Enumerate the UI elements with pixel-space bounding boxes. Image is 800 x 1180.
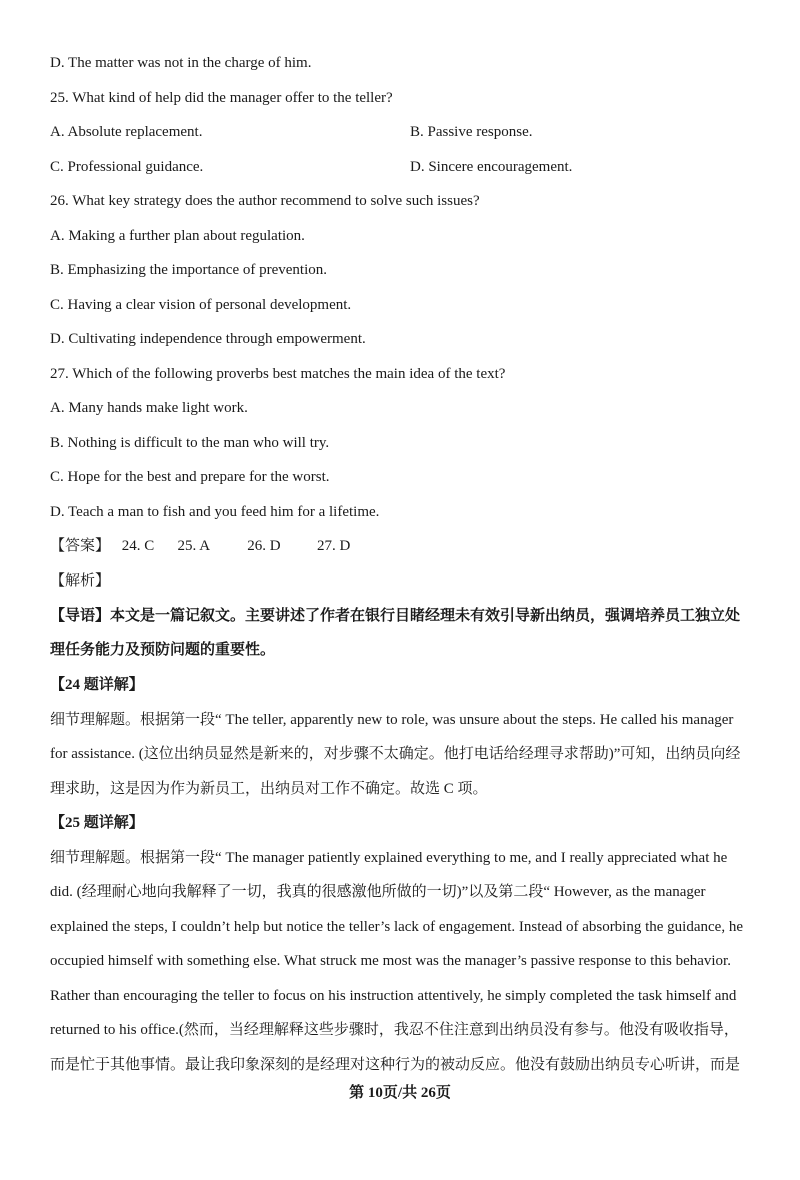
answer-27: 27. D [317, 538, 351, 554]
q26-option-d: D. Cultivating independence through empowerment. [50, 331, 366, 347]
answer-line [50, 536, 350, 556]
q24-option-d: D. The matter was not in the charge of him. [50, 55, 312, 71]
q25-option-d: D. Sincere encouragement. [410, 159, 573, 175]
q27-option-c: C. Hope for the best and prepare for the worst. [50, 469, 330, 485]
answer-25: 25. A [177, 538, 211, 554]
intro-line-1: 【导语】本文是一篇记叙文。主要讲述了作者在银行目睹经理未有效引导新出纳员，强调培养员工独立处 [50, 608, 741, 624]
answer-26: 26. D [247, 538, 281, 554]
intro-line-2: 理任务能力及预防问题的重要性。 [50, 642, 276, 658]
answer-label: 【答案】 [50, 538, 111, 554]
q27-option-a: A. Many hands make light work. [50, 400, 248, 416]
answer-24: 24. C [121, 538, 155, 554]
detail-25-line-5: Rather than encouraging the teller to focus on his instruction attentively, he simply completed the task himself and [50, 988, 737, 1004]
q26-option-a: A. Making a further plan about regulation. [50, 228, 305, 244]
detail-25-line-4: occupied himself with something else. What struck me most was the manager’s passive response to this behavior. [50, 953, 731, 969]
q26-option-c: C. Having a clear vision of personal development. [50, 297, 352, 313]
q27-option-b: B. Nothing is difficult to the man who will try. [50, 435, 330, 451]
detail-25-line-7: 而是忙于其他事情。最让我印象深刻的是经理对这种行为的被动反应。他没有鼓励出纳员专心听讲，而是 [50, 1057, 741, 1073]
detail-25-line-3: explained the steps, I couldn’t help but notice the teller’s lack of engagement. Instead of absorbing the guidance, he [50, 919, 743, 935]
detail-24-line-1: 细节理解题。根据第一段“ The teller, apparently new to role, was unsure about the steps. He called his manager [50, 712, 734, 728]
q27-stem: 27. Which of the following proverbs best matches the main idea of the text? [50, 366, 506, 382]
analysis-label: 【解析】 [50, 573, 111, 589]
q25-option-a: A. Absolute replacement. [50, 124, 203, 140]
detail-24-heading: 【24 题详解】 [50, 677, 144, 693]
detail-24-line-3: 理求助，这是因为作为新员工，出纳员对工作不确定。故选 C 项。 [50, 781, 488, 797]
q26-option-b: B. Emphasizing the importance of prevention. [50, 262, 328, 278]
detail-25-line-2: did. (经理耐心地向我解释了一切，我真的很感激他所做的一切)”以及第二段“ However, as the manager [50, 884, 706, 900]
detail-25-heading: 【25 题详解】 [50, 815, 144, 831]
q26-stem: 26. What key strategy does the author recommend to solve such issues? [50, 193, 480, 209]
page-footer: 第 10页/共 26页 [349, 1085, 451, 1101]
q25-stem: 25. What kind of help did the manager offer to the teller? [50, 90, 393, 106]
q25-option-b: B. Passive response. [410, 124, 533, 140]
q25-option-c: C. Professional guidance. [50, 159, 204, 175]
detail-24-line-2: for assistance. (这位出纳员显然是新来的，对步骤不太确定。他打电话给经理寻求帮助)”可知，出纳员向经 [50, 746, 741, 762]
detail-25-line-1: 细节理解题。根据第一段“ The manager patiently explained everything to me, and I really appreciated what he [50, 850, 728, 866]
detail-25-line-6: returned to his office.(然而，当经理解释这些步骤时，我忍不住注意到出纳员没有参与。他没有吸收指导， [50, 1022, 739, 1038]
q27-option-d: D. Teach a man to fish and you feed him for a lifetime. [50, 504, 380, 520]
